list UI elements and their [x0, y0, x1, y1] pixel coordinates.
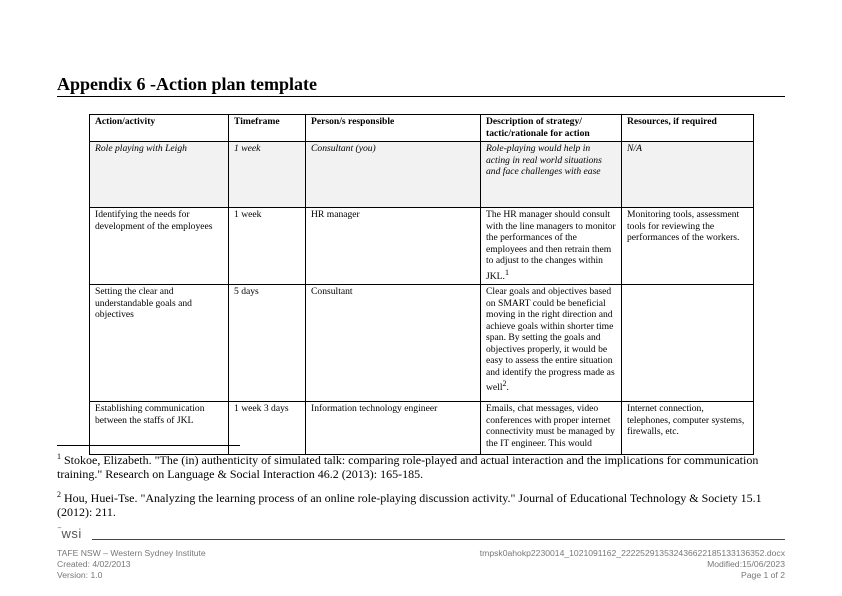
table-row: [90, 285, 754, 402]
header-description: Description of strategy/ tactic/rationale for action: [481, 115, 622, 142]
table-cell: Role playing with Leigh: [90, 142, 229, 208]
header-person: Person/s responsible: [306, 115, 481, 142]
table-cell: Consultant: [306, 285, 481, 402]
footnote-mark: 2: [57, 490, 61, 499]
footnote: [57, 450, 777, 481]
table-header-row: [90, 115, 754, 142]
table-cell: Emails, chat messages, video conferences with proper internet connectivity must be managed by the IT engineer. This would: [481, 402, 622, 455]
cell-text: Clear goals and objectives based on SMART could be beneficial moving in the right direction and achieve goals within shorter time span. By setting the goals and objectives properly, it would be easy to assess the entire situation and identify the progress made as well: [486, 286, 615, 394]
table-cell: Role-playing would help in acting in real world situations and face challenges with ease: [481, 142, 622, 208]
footer-version: Version: 1.0: [57, 570, 103, 580]
footnote-ref[interactable]: 1: [504, 267, 509, 277]
table-cell: Identifying the needs for development of the employees: [90, 208, 229, 285]
footnote: [57, 488, 777, 519]
footer-right: [480, 548, 785, 581]
header-action: Action/activity: [90, 115, 229, 142]
table-cell: 1 week 3 days: [229, 402, 306, 455]
table-cell: Establishing communication between the staffs of JKL: [90, 402, 229, 455]
table-cell: Setting the clear and understandable goals and objectives: [90, 285, 229, 402]
table-cell: N/A: [622, 142, 754, 208]
logo-text: wsi: [61, 526, 82, 541]
cell-text: The HR manager should consult with the line managers to monitor the performances of the employees and then retrain them to adjust to the changes within JKL: [486, 209, 616, 282]
table-cell: HR manager: [306, 208, 481, 285]
table-cell: 1 week: [229, 208, 306, 285]
footer-institute: TAFE NSW – Western Sydney Institute: [57, 548, 206, 558]
footnote-ref[interactable]: 2: [502, 379, 507, 389]
table-row: [90, 208, 754, 285]
table-row: [90, 402, 754, 455]
footer-modified: Modified:15/06/2023: [707, 559, 785, 569]
page-title: Appendix 6 -Action plan template: [57, 74, 318, 94]
table-cell: 1 week: [229, 142, 306, 208]
footer-divider: [92, 539, 785, 540]
footer-page: Page 1 of 2: [741, 570, 785, 580]
title-divider: [57, 96, 785, 97]
table-cell: 5 days: [229, 285, 306, 402]
action-plan-table: [89, 114, 754, 455]
footnote-separator: [57, 445, 240, 446]
table-cell: The HR manager should consult with the line managers to monitor the performances of the employees and then retrain them to adjust to the changes within JKL.$^1$: [481, 208, 622, 285]
footer-filename: tmpsk0ahokp2230014_1021091162_222252913532436622185133136352.docx: [479, 548, 785, 558]
table-cell: Information technology engineer: [306, 402, 481, 455]
table-cell: Consultant (you): [306, 142, 481, 208]
footnote-text: Hou, Huei-Tse. "Analyzing the learning process of an online role-playing discussion activity." Journal of Educational Technology & Society 15.1 (2012): 211.: [57, 491, 762, 519]
header-resources: Resources, if required: [622, 115, 754, 142]
wsi-logo: ‾wsi: [58, 526, 82, 541]
footnote-mark: 1: [57, 452, 61, 461]
table-cell: [622, 285, 754, 402]
header-timeframe: Timeframe: [229, 115, 306, 142]
footnote-text: Stokoe, Elizabeth. "The (in) authenticity of simulated talk: comparing role-played and actual interaction and the implications for communication training." Research on Language & Social Interaction 46.2 (2013): 165-185.: [57, 453, 759, 481]
footer-left: [57, 548, 206, 581]
table-cell: Clear goals and objectives based on SMART could be beneficial moving in the right direction and achieve goals within shorter time span. By setting the goals and objectives properly, it would be easy to assess the entire situation and identify the progress made as well$^2$.: [481, 285, 622, 402]
table-cell: Monitoring tools, assessment tools for reviewing the performances of the workers.: [622, 208, 754, 285]
table-row: [90, 142, 754, 208]
table-cell: Internet connection, telephones, computer systems, firewalls, etc.: [622, 402, 754, 455]
footer-created: Created: 4/02/2013: [57, 559, 131, 569]
